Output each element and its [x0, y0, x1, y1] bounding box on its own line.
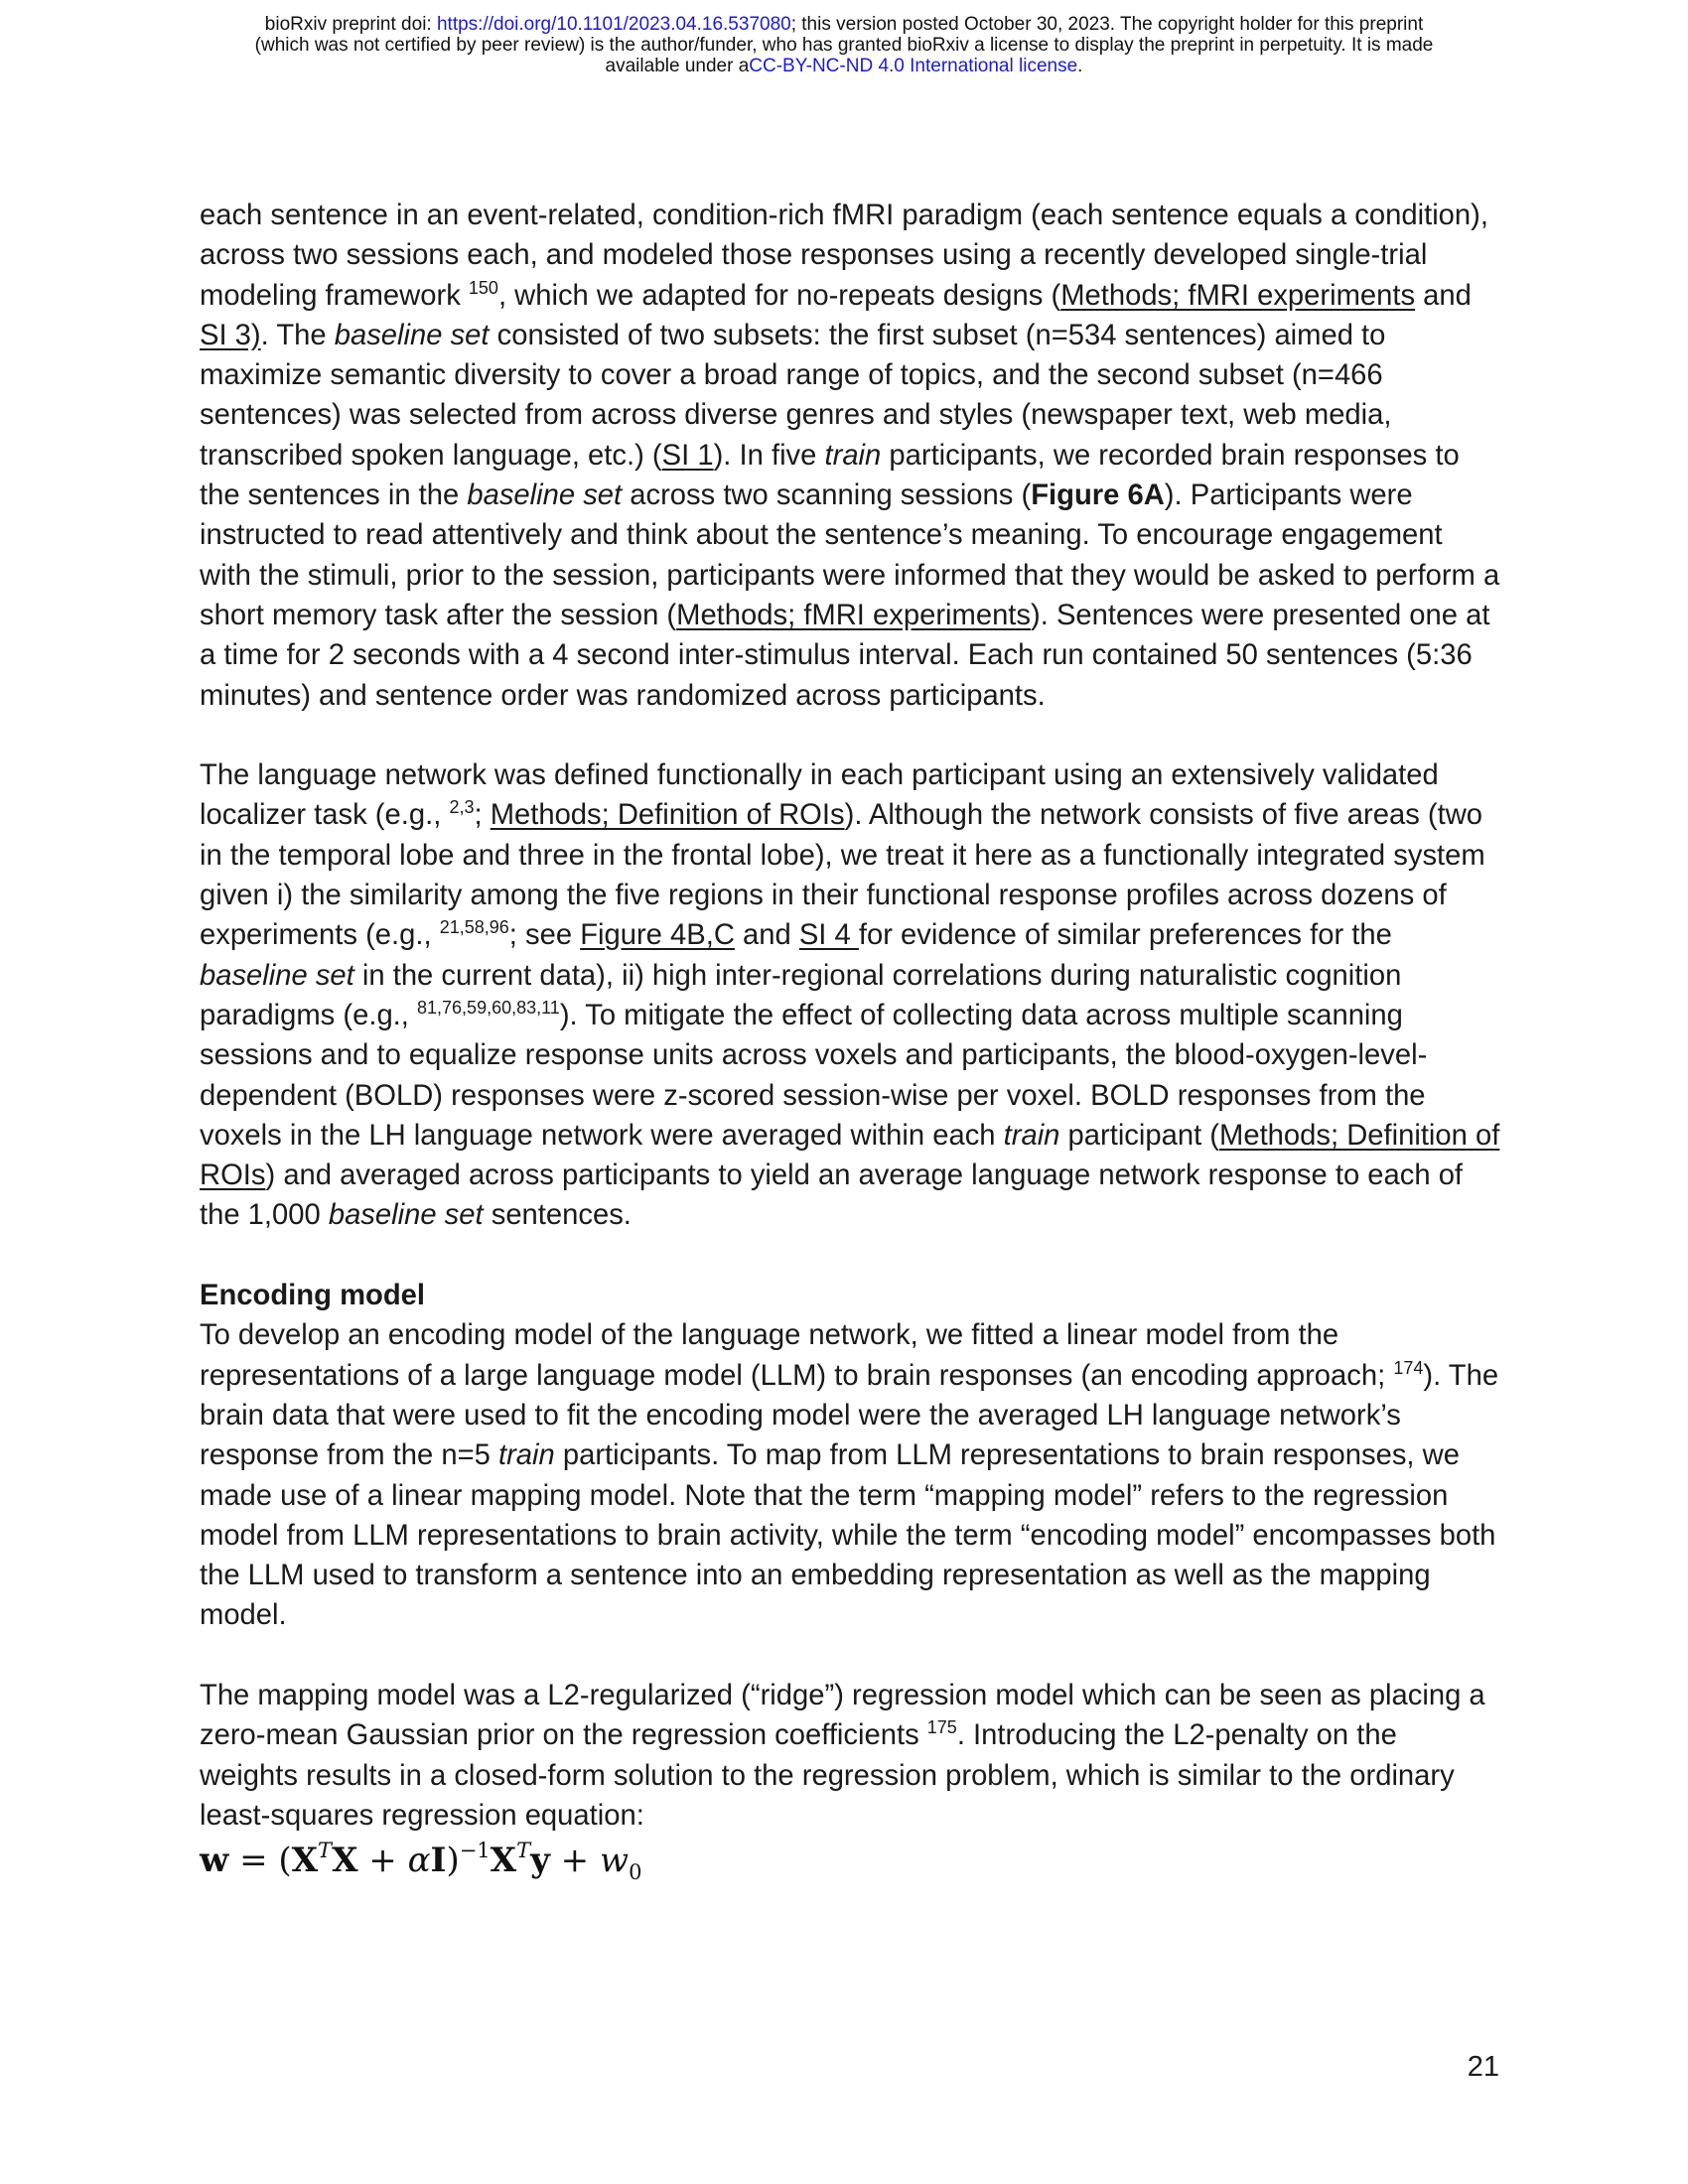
body-text: sentences.: [483, 1199, 632, 1232]
equation-symbol: w: [200, 1841, 229, 1881]
emphasis-text: baseline set: [200, 959, 354, 992]
citation-ref[interactable]: 174: [1393, 1357, 1424, 1378]
license-link[interactable]: CC-BY-NC-ND 4.0 International license: [749, 56, 1078, 76]
banner-line-3: [0, 56, 1688, 76]
body-text: ;: [474, 799, 491, 832]
citation-ref[interactable]: 2,3: [449, 797, 475, 818]
body-text: ). The brain data that were used to fit the encoding model were the averaged LH language network’s response from the n=5: [200, 1359, 1499, 1472]
equation-symbol: ): [446, 1841, 460, 1881]
cross-ref-link[interactable]: Methods; fMRI experiments: [1060, 279, 1416, 312]
body-text: ). To mitigate the effect of collecting data across multiple scanning sessions and to equalize response units across voxels and participants, the blood-oxygen-level-dependent (BOLD) responses were z-scored session-wise per voxel. BOLD responses from the voxels in the LH language network were averaged within each: [200, 999, 1428, 1152]
equation-symbol: α: [407, 1841, 431, 1881]
body-text: ; see: [508, 919, 581, 952]
cross-ref-link[interactable]: SI 1: [661, 439, 714, 472]
equation-symbol: = (: [228, 1841, 292, 1881]
body-text: each sentence in an event-related, condition-rich fMRI paradigm (each sentence equals a condition), across two sessions each, and modeled those responses using a recently developed single-trial modeling framework: [200, 200, 1488, 312]
equation-superscript: T: [318, 1839, 333, 1863]
body-text: ) and averaged across participants to yield an average language network response to each of the 1,000: [200, 1160, 1464, 1232]
body-text: ). Participants were instructed to read attentively and think about the sentence’s meaning. To encourage engagement with the stimuli, prior to the session, participants were informed that they would be asked to perform a short memory task after the session (: [200, 479, 1500, 631]
body-text: , which we adapted for no-repeats designs (: [497, 279, 1061, 312]
ridge-regression-equation: [200, 1838, 1500, 1883]
citation-ref[interactable]: 150: [468, 277, 498, 298]
emphasis-text: baseline set: [328, 1199, 484, 1232]
section-heading: Encoding model: [200, 1280, 426, 1312]
equation-symbol: y: [530, 1841, 550, 1881]
equation-symbol: I: [430, 1841, 447, 1881]
body-text: across two scanning sessions (: [622, 479, 1032, 512]
equation-symbol: X: [490, 1841, 517, 1881]
body-text: . The: [260, 319, 335, 351]
banner-text: bioRxiv preprint doi:: [264, 14, 437, 35]
body-text: and: [1415, 279, 1472, 312]
body-text: in the current data), ii) high inter-regional correlations during naturalistic cognition paradigms (e.g.,: [200, 959, 1402, 1031]
paragraph-encoding-model: [200, 1315, 1500, 1635]
banner-text: .: [1077, 56, 1083, 76]
body-text: ). Sentences were presented one at a time for 2 seconds with a 4 second inter-stimulus interval. Each run contained 50 sentences (5:36 minutes) and sentence order was randomized across participants.: [200, 599, 1490, 712]
body-text: participants, we recorded brain responses to the sentences in the: [200, 439, 1460, 512]
cross-ref-link[interactable]: Methods; fMRI experiments: [676, 599, 1032, 631]
emphasis-text: baseline set: [467, 479, 623, 512]
cross-ref-link[interactable]: Figure 4B,C: [580, 919, 735, 952]
equation-symbol: +: [357, 1841, 408, 1881]
equation-symbol: w: [599, 1841, 630, 1881]
body-text: and: [734, 919, 799, 952]
emphasis-text: train: [497, 1439, 555, 1472]
paragraph-gap: [200, 716, 1500, 755]
cross-ref-link[interactable]: Methods; Definition of ROIs: [200, 1119, 1500, 1192]
cross-ref-link[interactable]: SI 4: [798, 919, 859, 952]
citation-ref[interactable]: 175: [926, 1717, 957, 1738]
equation-symbol: X: [332, 1841, 358, 1881]
cross-ref-link[interactable]: Methods; Definition of ROIs: [490, 799, 845, 832]
paragraph-fmri-methods: [200, 196, 1500, 716]
figure-ref: Figure 6A: [1031, 479, 1165, 512]
doi-link[interactable]: https://doi.org/10.1101/2023.04.16.537080: [436, 14, 791, 35]
equation-symbol: X: [291, 1841, 319, 1881]
banner-text: ; this version posted October 30, 2023. The copyright holder for this preprint: [790, 14, 1424, 35]
citation-ref[interactable]: 81,76,59,60,83,11: [417, 997, 560, 1018]
cross-ref-link[interactable]: SI 3): [200, 319, 261, 351]
body-text: The mapping model was a L2-regularized (“ridge”) regression model which can be seen as placing a zero-mean Gaussian prior on the regression coefficients: [200, 1679, 1485, 1752]
body-text: To develop an encoding model of the language network, we fitted a linear model from the representations of a large language model (LLM) to brain responses (an encoding approach;: [200, 1319, 1394, 1392]
equation-symbol: +: [549, 1841, 600, 1881]
body-text: ). In five: [713, 439, 825, 472]
body-text: for evidence of similar preferences for the: [858, 919, 1392, 952]
page-body: [200, 196, 1500, 1883]
body-text: consisted of two subsets: the first subset (n=534 sentences) aimed to maximize semantic diversity to cover a broad range of topics, and the second subset (n=466 sentences) was selected from across diverse genres and styles (newspaper text, web media, transcribed spoken language, etc.) (: [200, 319, 1392, 472]
body-text: participant (: [1059, 1119, 1220, 1152]
citation-ref[interactable]: 21,58,96: [439, 917, 509, 938]
paragraph-gap: [200, 1236, 1500, 1276]
body-text: ). Although the network consists of five areas (two in the temporal lobe and three in the frontal lobe), we treat it here as a functionally integrated system given i) the similarity among the five regions in their functional response profiles across dozens of experiments (e.g.,: [200, 799, 1485, 952]
equation-subscript: 0: [629, 1859, 642, 1884]
body-text: . Introducing the L2-penalty on the weights results in a closed-form solution to the regression problem, which is similar to the ordinary least-squares regression equation:: [200, 1719, 1455, 1832]
emphasis-text: baseline set: [334, 319, 490, 351]
banner-line-2: (which was not certified by peer review) is the author/funder, who has granted bioRxiv a license to display the preprint in perpetuity. It is made: [254, 35, 1434, 56]
paragraph-mapping-model: [200, 1676, 1500, 1836]
banner-text: available under a: [605, 56, 750, 76]
equation-superscript: T: [516, 1839, 531, 1863]
paragraph-gap: [200, 1636, 1500, 1676]
body-text: participants. To map from LLM representations to brain responses, we made use of a linear mapping model. Note that the term “mapping model” refers to the regression model from LLM representations to brain activity, while the term “encoding model” encompasses both the LLM used to transform a sentence into an embedding representation as well as the mapping model.: [200, 1439, 1496, 1632]
emphasis-text: train: [1003, 1119, 1060, 1152]
equation-superscript: −1: [459, 1839, 491, 1863]
banner-line-1: [0, 14, 1688, 35]
body-text: The language network was defined functionally in each participant using an extensively validated localizer task (e.g.,: [200, 759, 1439, 832]
paragraph-language-network: [200, 755, 1500, 1236]
page-number: 21: [1467, 2051, 1499, 2083]
emphasis-text: train: [824, 439, 882, 472]
preprint-banner: [0, 14, 1688, 76]
